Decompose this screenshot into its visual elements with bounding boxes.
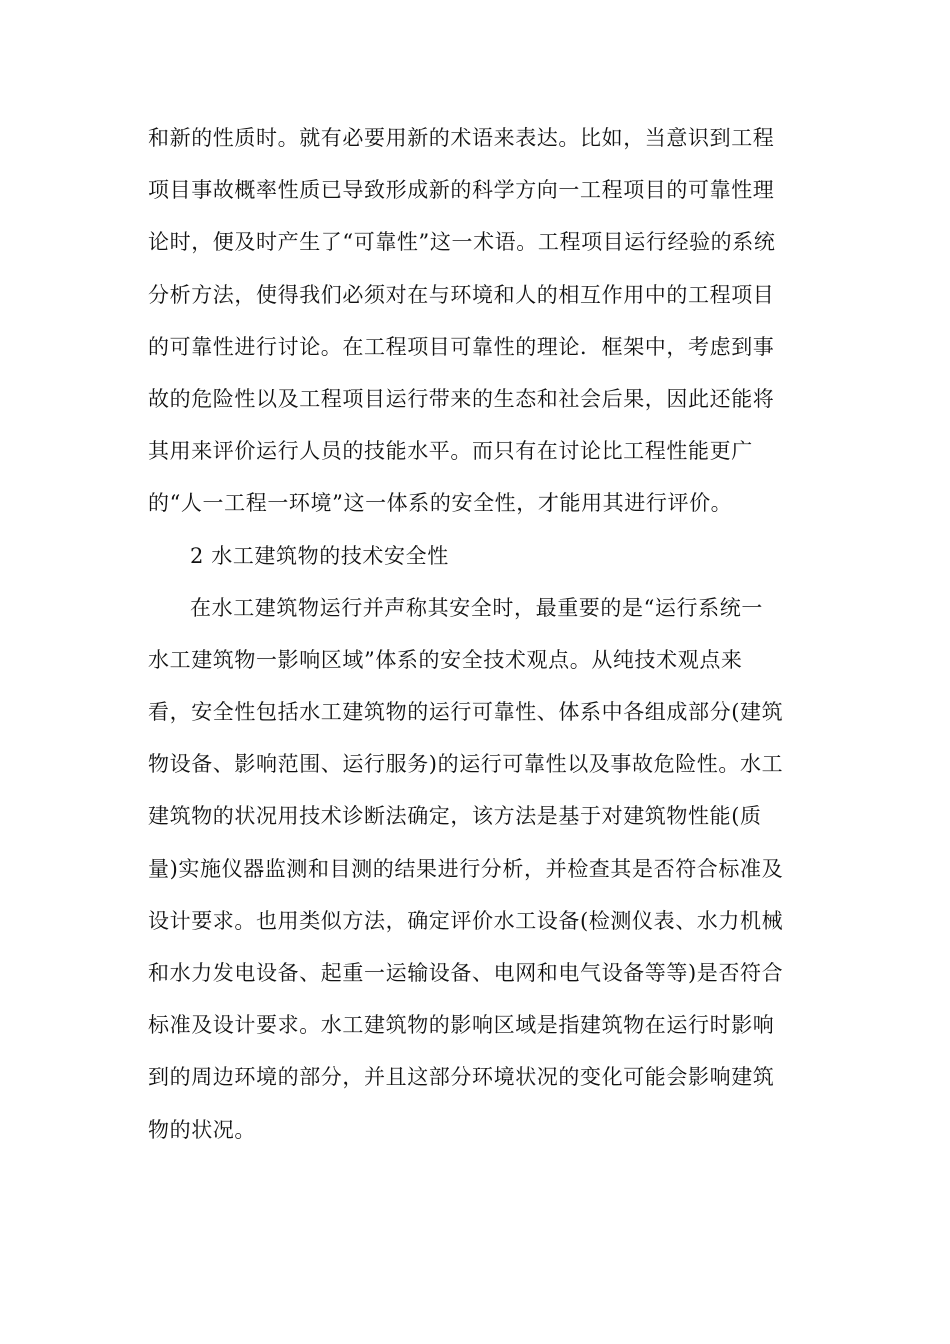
paragraph-line: 在水工建筑物运行并声称其安全时，最重要的是“运行系统一 (190, 595, 763, 620)
paragraph-line: 水工建筑物一影响区域”体系的安全技术观点。从纯技术观点来 (148, 647, 743, 672)
paragraph-line: 设计要求。也用类似方法，确定评价水工设备(检测仪表、水力机械 (148, 908, 784, 933)
paragraph-line: 标准及设计要求。水工建筑物的影响区域是指建筑物在运行时影响 (148, 1013, 775, 1038)
paragraph-line: 和水力发电设备、起重一运输设备、电网和电气设备等等)是否符合 (148, 961, 784, 985)
paragraph-line: 项目事故概率性质已导致形成新的科学方向一工程项目的可靠性理 (148, 178, 775, 203)
paragraph-line: 建筑物的状况用技术诊断法确定，该方法是基于对建筑物性能(质 (148, 804, 762, 829)
paragraph-line: 物设备、影响范围、运行服务)的运行可靠性以及事故危险性。水工 (148, 752, 784, 777)
paragraph-line: 故的危险性以及工程项目运行带来的生态和社会后果，因此还能将 (148, 386, 775, 411)
paragraph-line: 论时，便及时产生了“可靠性”这一术语。工程项目运行经验的系统 (148, 230, 776, 255)
paragraph-line: 物的状况。 (148, 1117, 256, 1142)
document-body (148, 112, 808, 1156)
paragraph-line: 分析方法，使得我们必须对在与环境和人的相互作用中的工程项目 (148, 282, 775, 307)
paragraph-line: 其用来评价运行人员的技能水平。而只有在讨论比工程性能更广 (148, 439, 753, 464)
paragraph-line: 看，安全性包括水工建筑物的运行可靠性、体系中各组成部分(建筑 (148, 700, 784, 725)
paragraph-line: 到的周边环境的部分，并且这部分环境状况的变化可能会影响建筑 (148, 1065, 775, 1090)
paragraph-line: 量)实施仪器监测和目测的结果进行分析，并检查其是否符合标准及 (148, 856, 784, 881)
section-heading: 2 水工建筑物的技术安全性 (190, 543, 449, 568)
paragraph-line: 的“人一工程一环境”这一体系的安全性，才能用其进行评价。 (148, 491, 733, 516)
paragraph-line: 的可靠性进行讨论。在工程项目可靠性的理论．框架中，考虑到事 (148, 334, 775, 359)
paragraph-line: 和新的性质时。就有必要用新的术语来表达。比如，当意识到工程 (148, 126, 775, 150)
